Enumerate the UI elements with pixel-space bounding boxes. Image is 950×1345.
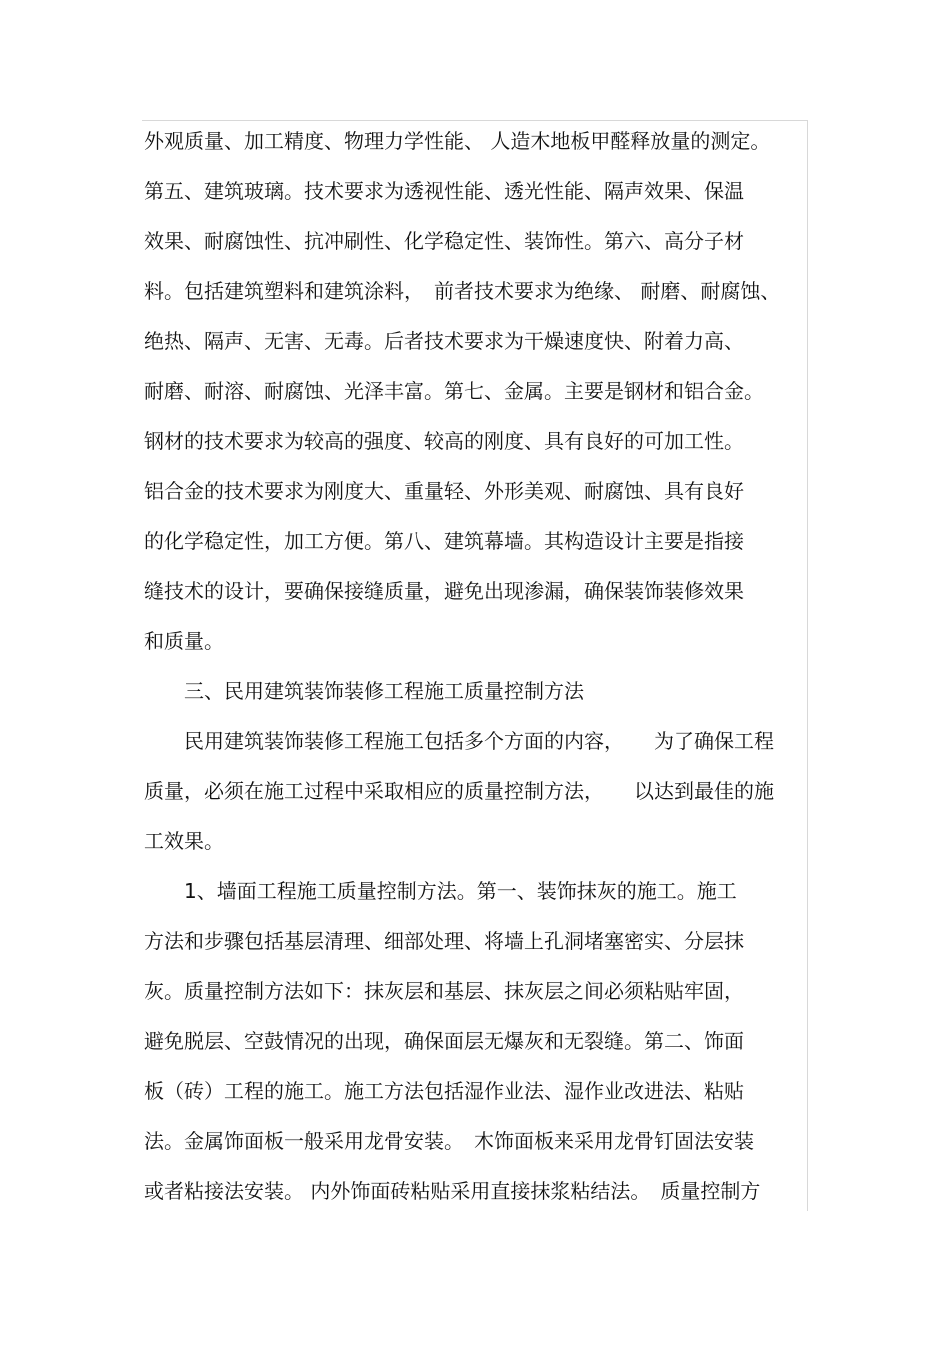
section-heading: 三、民用建筑装饰装修工程施工质量控制方法	[144, 679, 584, 703]
text-line: 1、墙面工程施工质量控制方法。第一、装饰抹灰的施工。施工	[144, 879, 737, 903]
text-line: 料。包括建筑塑料和建筑涂料， 前者技术要求为绝缘、 耐磨、耐腐蚀、	[144, 279, 781, 303]
text-line: 板（砖）工程的施工。施工方法包括湿作业法、湿作业改进法、粘贴	[144, 1079, 744, 1103]
text-line: 耐磨、耐溶、耐腐蚀、光泽丰富。第七、金属。主要是钢材和铝合金。	[144, 379, 764, 403]
text-line: 和质量。	[144, 629, 224, 653]
text-line: 避免脱层、空鼓情况的出现，确保面层无爆灰和无裂缝。第二、饰面	[144, 1029, 744, 1053]
text-line: 第五、建筑玻璃。技术要求为透视性能、透光性能、隔声效果、保温	[144, 179, 744, 203]
text-line: 钢材的技术要求为较高的强度、较高的刚度、具有良好的可加工性。	[144, 429, 744, 453]
text-line: 工效果。	[144, 829, 224, 853]
text-line: 质量，必须在施工过程中采取相应的质量控制方法， 以达到最佳的施	[144, 779, 774, 803]
text-line: 或者粘接法安装。 内外饰面砖粘贴采用直接抹浆粘结法。 质量控制方	[144, 1179, 761, 1203]
text-line: 效果、耐腐蚀性、抗冲刷性、化学稳定性、装饰性。第六、高分子材	[144, 229, 744, 253]
text-line: 缝技术的设计，要确保接缝质量，避免出现渗漏，确保装饰装修效果	[144, 579, 744, 603]
text-line: 方法和步骤包括基层清理、细部处理、将墙上孔洞堵塞密实、分层抹	[144, 929, 744, 953]
text-line: 灰。质量控制方法如下：抹灰层和基层、抹灰层之间必须粘贴牢固，	[144, 979, 744, 1003]
text-line: 绝热、隔声、无害、无毒。后者技术要求为干燥速度快、附着力高、	[144, 329, 744, 353]
text-line: 的化学稳定性，加工方便。第八、建筑幕墙。其构造设计主要是指接	[144, 529, 744, 553]
text-line: 法。金属饰面板一般采用龙骨安装。 木饰面板来采用龙骨钉固法安装	[144, 1129, 754, 1153]
text-line: 外观质量、加工精度、物理力学性能、 人造木地板甲醛释放量的测定。	[144, 129, 771, 153]
text-line: 铝合金的技术要求为刚度大、重量轻、外形美观、耐腐蚀、具有良好	[144, 479, 744, 503]
text-line: 民用建筑装饰装修工程施工包括多个方面的内容， 为了确保工程	[144, 729, 774, 753]
